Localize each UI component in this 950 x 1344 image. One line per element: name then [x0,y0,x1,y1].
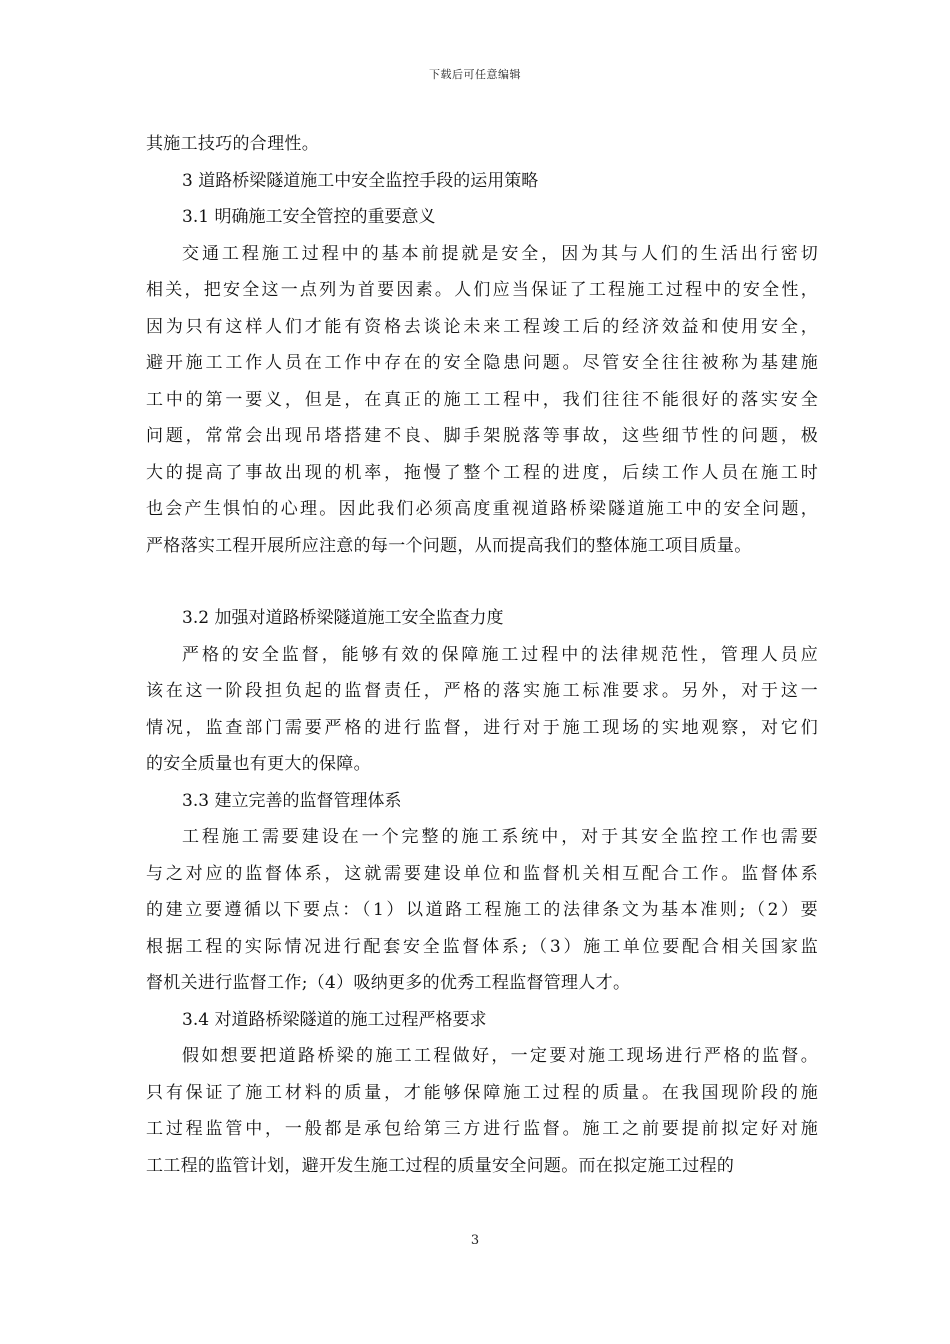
text-line: 该在这一阶段担负起的监督责任，严格的落实施工标准要求。另外，对于这一 [146,681,818,701]
section-heading: 3.4 对道路桥梁隧道的施工过程严格要求 [182,1009,487,1030]
text-line: 交通工程施工过程中的基本前提就是安全，因为其与人们的生活出行密切 [182,243,818,264]
paragraph [146,126,818,163]
text-line: 假如想要把道路桥梁的施工工程做好，一定要对施工现场进行严格的监督。 [182,1046,818,1066]
paragraph [146,236,818,565]
text-line: 大的提高了事故出现的机率，拖慢了整个工程的进度，后续工作人员在施工时 [146,462,818,483]
text-line: 避开施工工作人员在工作中存在的安全隐患问题。尽管安全往往被称为基建施 [146,353,818,373]
section-heading: 3.3 建立完善的监督管理体系 [182,790,402,811]
text-line: 只有保证了施工材料的质量，才能够保障施工过程的质量。在我国现阶段的施 [146,1082,818,1103]
text-line: 也会产生惧怕的心理。因此我们必须高度重视道路桥梁隧道施工中的安全问题， [146,499,818,519]
page-header: 下载后可任意编辑 [429,68,521,81]
document-body [146,126,818,1184]
text-line: 的安全质量也有更大的保障。 [146,754,371,774]
text-line: 严格落实工程开展所应注意的每一个问题，从而提高我们的整体施工项目质量。 [146,535,752,556]
text-line: 工中的第一要义，但是，在真正的施工工程中，我们往往不能很好的落实安全 [146,389,818,410]
section-heading: 3 道路桥梁隧道施工中安全监控手段的运用策略 [182,170,539,191]
text-line: 与之对应的监督体系，这就需要建设单位和监督机关相互配合工作。监督体系 [146,863,818,884]
text-line: 其施工技巧的合理性。 [146,134,319,154]
text-line: 相关，把安全这一点列为首要因素。人们应当保证了工程施工过程中的安全性， [146,280,818,300]
paragraph [146,819,818,1002]
text-line: 督机关进行监督工作;（4）吸纳更多的优秀工程监督管理人才。 [146,973,631,993]
text-line: 的建立要遵循以下要点：（1）以道路工程施工的法律条文为基本准则;（2）要 [146,900,818,920]
text-line: 工过程监管中，一般都是承包给第三方进行监督。施工之前要提前拟定好对施 [146,1119,818,1139]
text-line: 工程施工需要建设在一个完整的施工系统中，对于其安全监控工作也需要 [182,827,818,847]
page-number: 3 [470,1233,480,1248]
paragraph [146,1038,818,1184]
text-line: 问题，常常会出现吊塔搭建不良、脚手架脱落等事故，这些细节性的问题，极 [146,426,818,446]
section-heading: 3.2 加强对道路桥梁隧道施工安全监查力度 [182,608,504,628]
text-line: 因为只有这样人们才能有资格去谈论未来工程竣工后的经济效益和使用安全， [146,316,818,337]
text-line: 严格的安全监督，能够有效的保障施工过程中的法律规范性，管理人员应 [182,644,818,665]
paragraph [146,637,818,783]
text-line: 根据工程的实际情况进行配套安全监督体系;（3）施工单位要配合相关国家监 [146,936,818,957]
section-heading: 3.1 明确施工安全管控的重要意义 [182,207,436,227]
text-line: 情况，监查部门需要严格的进行监督，进行对于施工现场的实地观察，对它们 [146,717,818,738]
blank-line [146,564,818,600]
text-line: 工工程的监管计划，避开发生施工过程的质量安全问题。而在拟定施工过程的 [146,1155,735,1176]
